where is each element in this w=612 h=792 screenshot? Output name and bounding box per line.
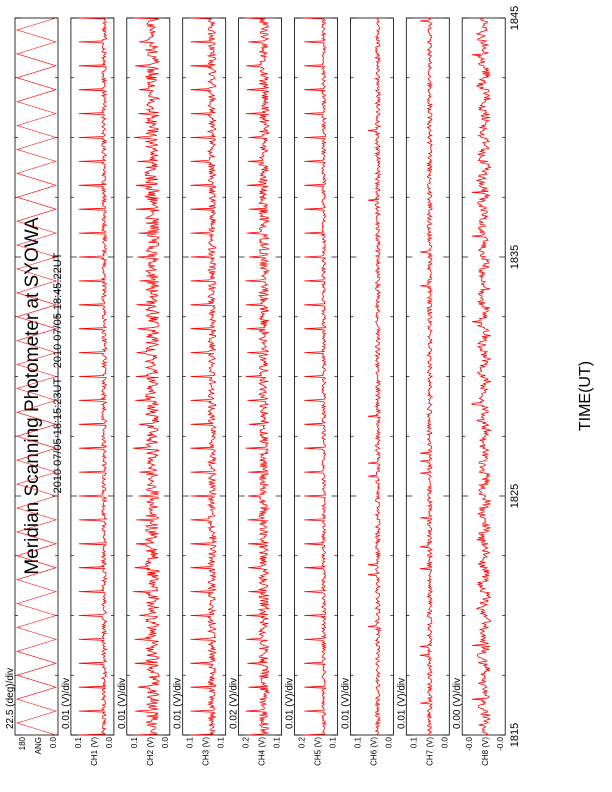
chart-frame: [5, 6, 594, 766]
series-ch8-v: [472, 18, 491, 735]
chart-title: Meridian Scanning Photometer at SYOWA: [22, 217, 43, 575]
panel-ch2-v-name: CH2 (V): [145, 737, 155, 766]
panel-ch3-v: [173, 18, 226, 766]
x-axis-label: TIME(UT): [577, 360, 594, 432]
panel-ch8-v-frame: [462, 18, 505, 735]
panel-ch3-v-frame: [183, 18, 226, 735]
panel-ch1-v-name: CH1 (V): [89, 737, 99, 766]
panel-ch5-v-scale-label: 0.01 (V)/div: [284, 677, 296, 729]
panel-ch6-v-ytick-bottom: 0.0: [384, 737, 394, 749]
panel-ch5-v-ytick-top: 0.2: [297, 737, 307, 749]
panel-ch2-v-ytick-top: 0.1: [129, 737, 139, 749]
panel-ch6-v-frame: [350, 18, 393, 735]
panel-ch7-v: [396, 18, 449, 766]
panel-ch5-v: [285, 18, 338, 766]
panel-ch3-v-name: CH3 (V): [201, 737, 211, 766]
panel-ch3-v-ytick-bottom: 0.1: [216, 737, 226, 749]
panel-ch4-v-frame: [239, 18, 282, 735]
x-tick-label: 1815: [509, 722, 522, 748]
series-ch5-v: [304, 18, 325, 735]
panel-ch7-v-name: CH7 (V): [425, 737, 435, 766]
panel-ch1-v-ytick-bottom: 0.0: [104, 737, 114, 749]
panel-ch4-v-ytick-top: 0.2: [241, 737, 251, 749]
panel-ch1-v-frame: [71, 18, 114, 735]
x-tick-labels: [509, 6, 521, 747]
series-ch1-v: [79, 18, 107, 735]
x-tick-label: 1825: [509, 483, 522, 509]
panel-ch7-v-ytick-top: 0.1: [409, 737, 419, 749]
panel-ch6-v-scale-label: 0.01 (V)/div: [340, 677, 352, 729]
panel-ang-name: ANG: [34, 737, 43, 755]
panel-ch4-v-name: CH4 (V): [257, 737, 267, 766]
series-ch2-v: [133, 18, 159, 735]
panel-ch5-v-frame: [295, 18, 338, 735]
panel-ch5-v-name: CH5 (V): [313, 737, 323, 766]
chart-subtitle: 2010 07/05 18:15:23UT - 2010 07/05 18:45:22UT: [52, 252, 64, 494]
panel-ang-ytick-top: 180: [18, 737, 27, 751]
panel-ch2-v: [117, 18, 170, 766]
x-tick-label: 1835: [509, 244, 522, 270]
panel-ch6-v-name: CH6 (V): [369, 737, 379, 766]
panel-ch6-v: [340, 18, 393, 766]
panel-ch4-v-ytick-bottom: 0.1: [272, 737, 282, 749]
panel-ch6-v-ytick-top: 0.1: [353, 737, 363, 749]
panel-ch1-v-ytick-top: 0.1: [73, 737, 83, 749]
panel-ch7-v-scale-label: 0.01 (V)/div: [396, 677, 408, 729]
panel-ch8-v: [452, 18, 505, 766]
panel-ch8-v-scale-label: 0.00 (V)/div: [452, 677, 464, 729]
panel-ch1-v: [61, 18, 114, 766]
panel-ch2-v-scale-label: 0.01 (V)/div: [116, 677, 128, 729]
panel-group: [5, 18, 505, 766]
series-ch4-v: [245, 18, 269, 735]
x-tick-label: 1845: [509, 5, 522, 31]
panel-ch8-v-ytick-bottom: -0.0: [496, 737, 506, 751]
panel-ang-scale-label: 22.5 (deg)/div: [5, 667, 16, 729]
series-ch3-v: [191, 18, 216, 735]
panel-ch3-v-scale-label: 0.01 (V)/div: [172, 677, 184, 729]
panel-ch7-v-ytick-bottom: 0.0: [440, 737, 450, 749]
panel-ch4-v: [229, 18, 282, 766]
panel-ch8-v-name: CH8 (V): [481, 737, 491, 766]
panel-ch3-v-ytick-top: 0.1: [185, 737, 195, 749]
series-ch6-v: [368, 18, 380, 735]
panel-ch5-v-ytick-bottom: 0.1: [328, 737, 338, 749]
panel-ch1-v-scale-label: 0.01 (V)/div: [60, 677, 72, 729]
panel-ch8-v-ytick-top: -0.0: [465, 737, 475, 751]
series-ch7-v: [420, 18, 432, 735]
panel-ch4-v-scale-label: 0.02 (V)/div: [228, 677, 240, 729]
panel-ch2-v-ytick-bottom: 0.0: [160, 737, 170, 749]
panel-ang-ytick-bottom: 0.0: [49, 737, 58, 749]
